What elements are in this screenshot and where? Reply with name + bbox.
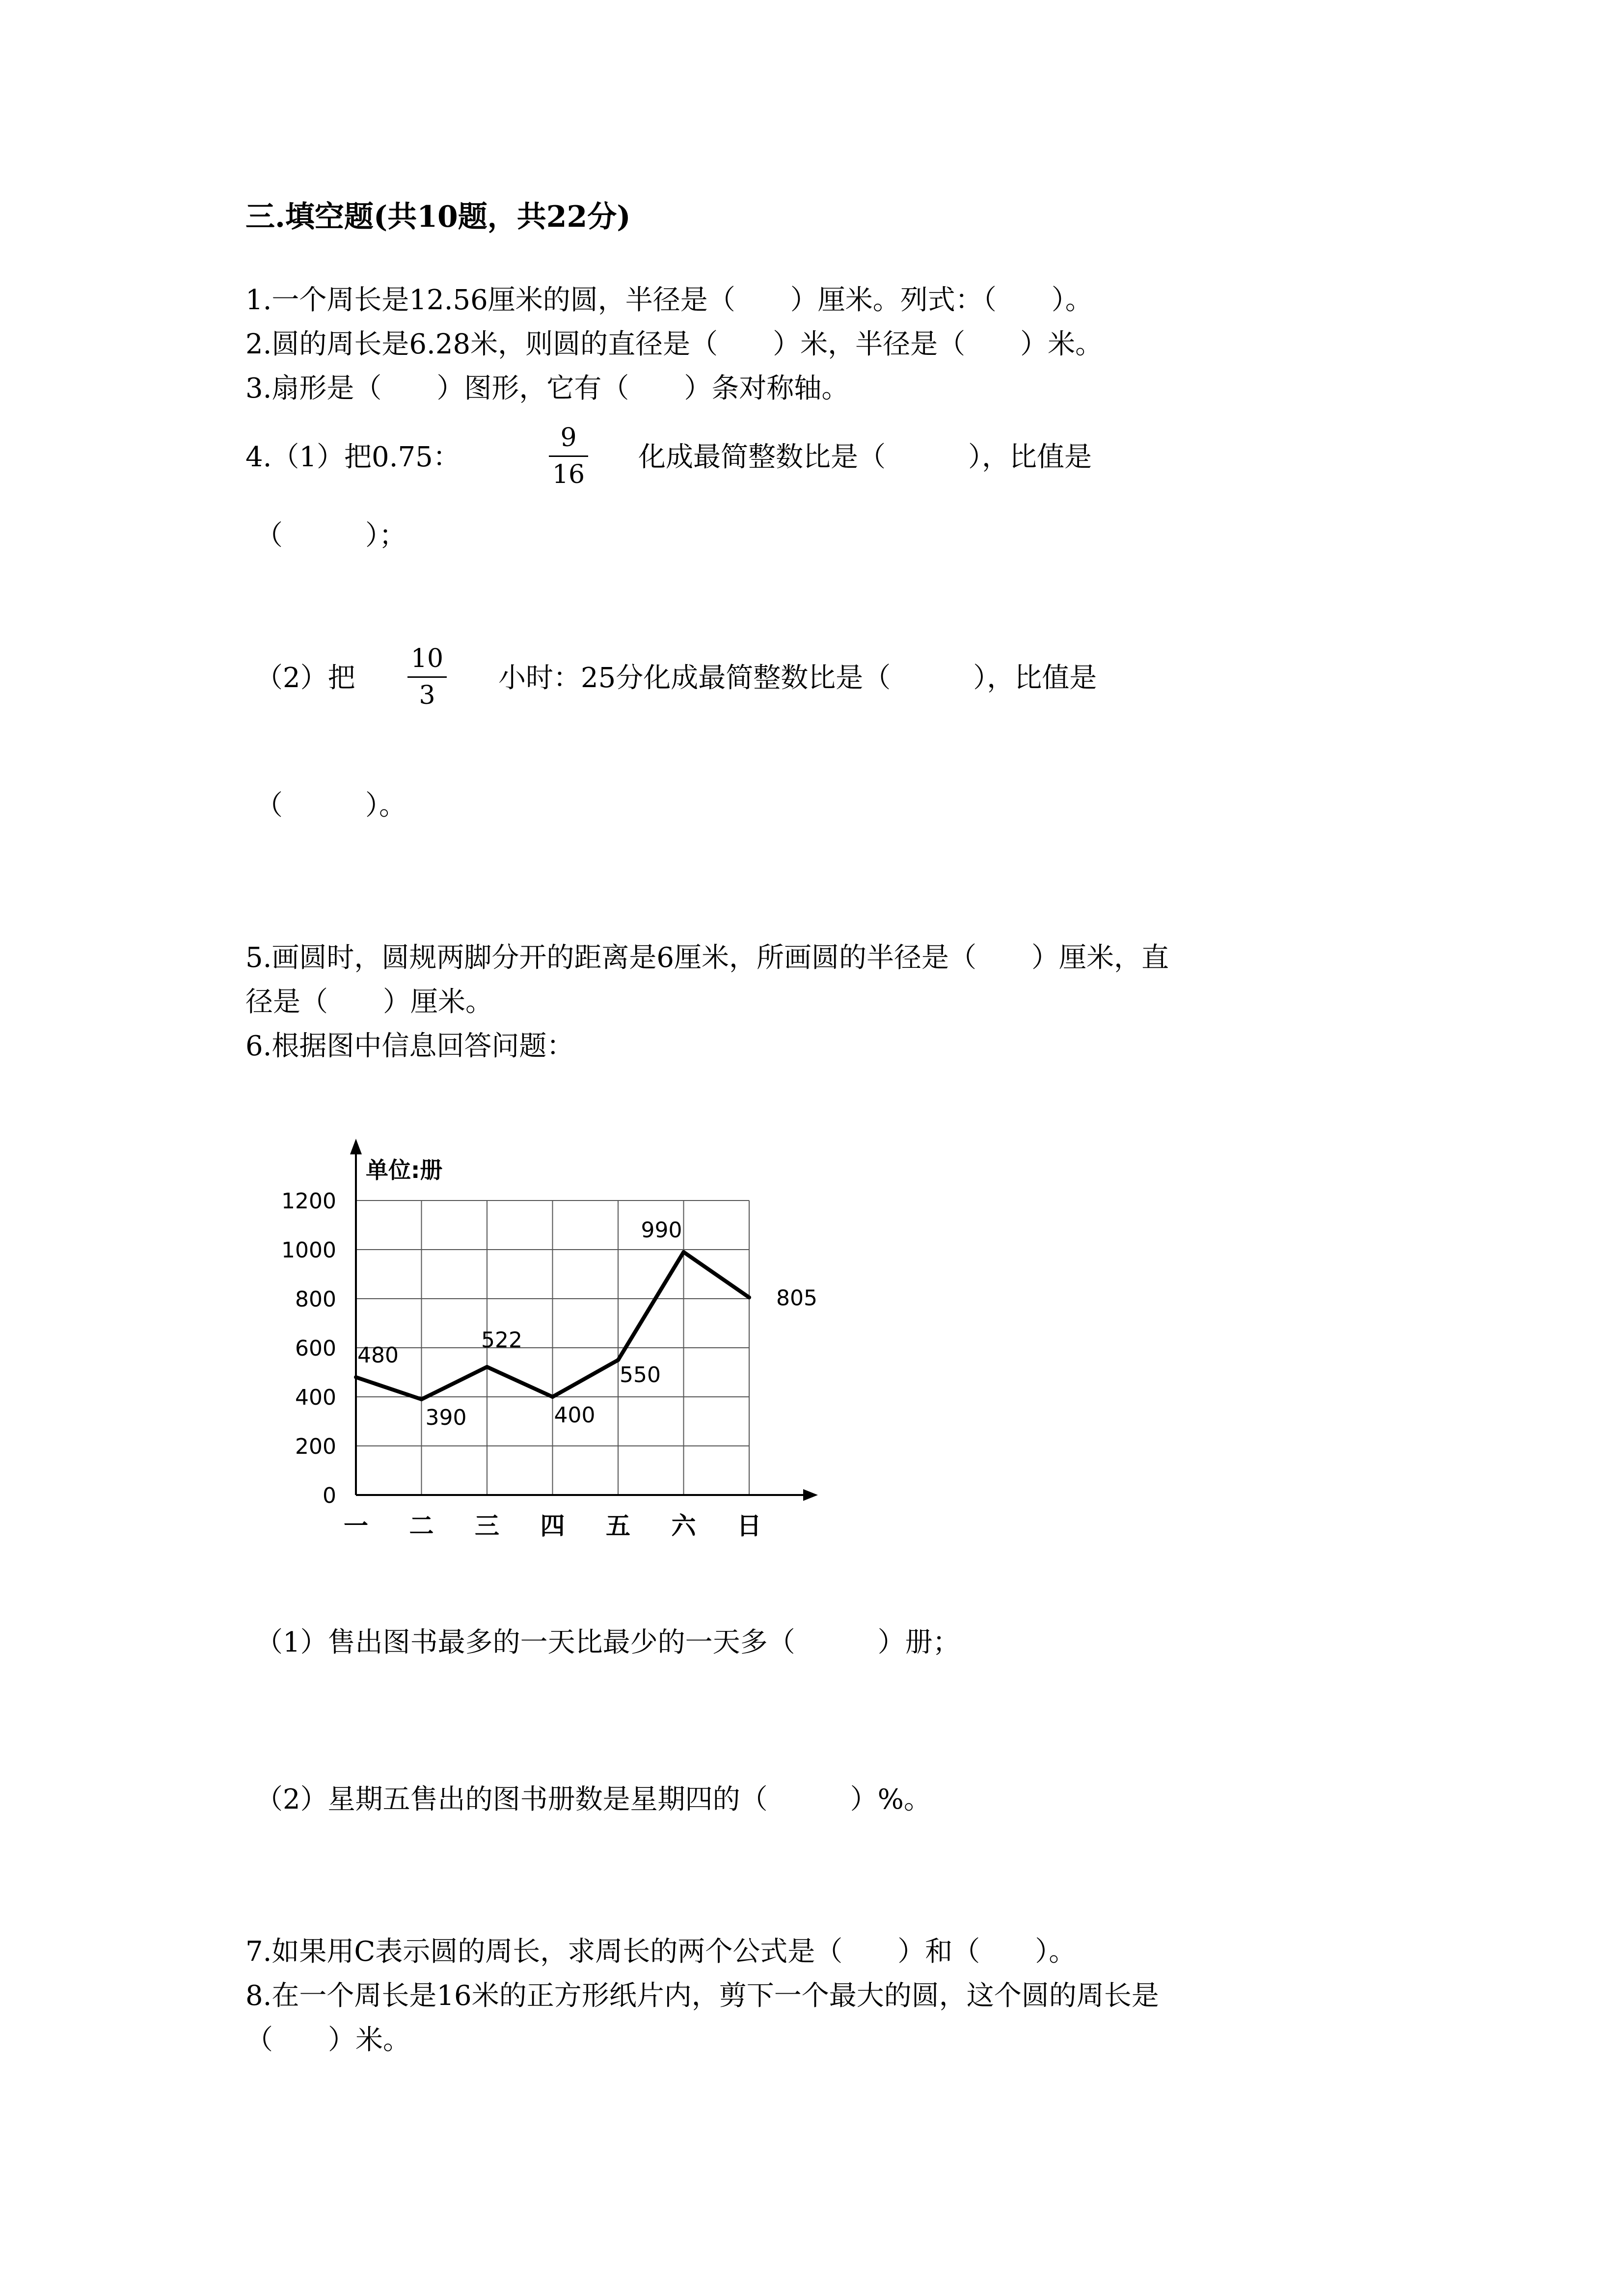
question-4-part2-suffix: 小时：25分化成最简整数比是（ ），比值是: [498, 662, 1097, 694]
fraction-numerator: 9: [560, 423, 577, 453]
data-point: [551, 1395, 555, 1399]
question-5-line2: 径是（ ）厘米。: [245, 986, 493, 1018]
data-point: [485, 1365, 489, 1369]
x-tick-label: 一: [344, 1512, 368, 1540]
question-4-part1-line2: （ ）；: [255, 520, 406, 552]
question-6-sub1: （1）售出图书最多的一天比最少的一天多（ ）册；: [255, 1627, 960, 1658]
x-axis-arrow: [803, 1489, 818, 1501]
chart-unit-label: 单位:册: [366, 1157, 443, 1183]
x-tick-label: 五: [606, 1512, 630, 1540]
fraction-10-3: [407, 644, 447, 710]
section-title: 三.填空题(共10题，共22分): [245, 200, 631, 234]
question-8-line2: （ ）米。: [245, 2024, 410, 2056]
question-5-line1: 5.画圆时，圆规两脚分开的距离是6厘米，所画圆的半径是（ ）厘米，直: [245, 942, 1169, 974]
data-point: [747, 1296, 751, 1300]
data-point: [420, 1397, 424, 1401]
data-label: 805: [776, 1285, 817, 1311]
fraction-9-16: [549, 423, 588, 489]
y-tick-label: 0: [323, 1483, 336, 1508]
question-4-part2-prefix: （2）把: [255, 662, 355, 694]
y-tick-label: 1200: [281, 1189, 336, 1214]
data-label: 522: [481, 1328, 522, 1353]
question-6: 6.根据图中信息回答问题：: [245, 1030, 574, 1062]
question-6-sub2: （2）星期五售出的图书册数是星期四的（ ）%。: [255, 1784, 931, 1815]
fraction-bar: [407, 676, 447, 678]
data-label: 400: [554, 1403, 595, 1428]
fraction-denominator: 3: [419, 681, 435, 710]
x-tick-label: 六: [671, 1512, 696, 1540]
data-point: [616, 1358, 620, 1362]
data-label: 550: [620, 1362, 661, 1388]
question-8-line1: 8.在一个周长是16米的正方形纸片内，剪下一个最大的圆，这个圆的周长是: [245, 1980, 1159, 2012]
question-3: 3.扇形是（ ）图形，它有（ ）条对称轴。: [245, 373, 849, 404]
data-point: [682, 1250, 686, 1254]
x-tick-label: 二: [409, 1512, 434, 1540]
question-2: 2.圆的周长是6.28米，则圆的直径是（ ）米，半径是（ ）米。: [245, 328, 1103, 360]
data-label: 480: [357, 1343, 399, 1368]
y-tick-label: 200: [295, 1434, 336, 1459]
fraction-bar: [549, 455, 588, 457]
chart-svg: [265, 1129, 835, 1561]
data-label: 390: [425, 1405, 467, 1430]
question-1: 1.一个周长是12.56厘米的圆，半径是（ ）厘米。列式：（ ）。: [245, 284, 1093, 316]
question-7: 7.如果用C表示圆的周长，求周长的两个公式是（ ）和（ ）。: [245, 1936, 1077, 1968]
data-label: 990: [641, 1218, 682, 1243]
y-tick-label: 800: [295, 1287, 336, 1312]
fraction-numerator: 10: [410, 644, 444, 673]
y-tick-label: 600: [295, 1336, 336, 1361]
data-point: [354, 1375, 358, 1379]
fraction-denominator: 16: [552, 460, 585, 489]
x-tick-label: 日: [737, 1512, 761, 1540]
y-tick-label: 400: [295, 1385, 336, 1410]
book-sales-line-chart: [265, 1129, 835, 1561]
question-4-part1-suffix: 化成最简整数比是（ ），比值是: [638, 441, 1092, 473]
question-4-part1-prefix: 4.（1）把0.75：: [245, 441, 460, 473]
x-tick-label: 三: [475, 1512, 499, 1540]
question-4-part2-line2: （ ）。: [255, 790, 406, 822]
x-tick-label: 四: [540, 1512, 565, 1540]
y-axis-arrow: [350, 1139, 362, 1154]
y-tick-label: 1000: [281, 1238, 336, 1263]
